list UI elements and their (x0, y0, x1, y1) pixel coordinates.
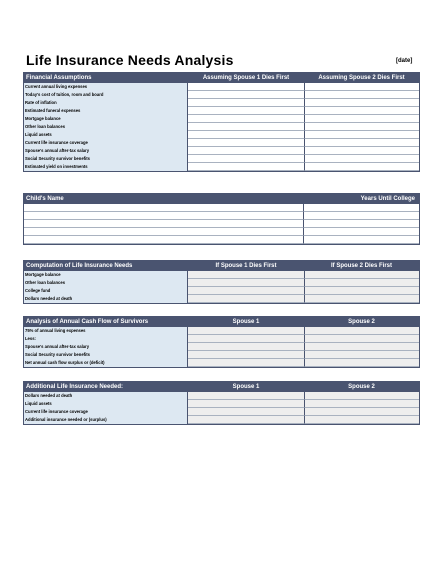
table-row (24, 91, 419, 99)
input-cell-spouse2[interactable] (304, 91, 419, 99)
input-cell-spouse2[interactable] (304, 107, 419, 115)
header-label: Additional Life Insurance Needed: (26, 384, 124, 390)
input-cell-spouse2[interactable] (304, 400, 419, 408)
child-name-cell[interactable] (24, 228, 304, 236)
input-cell-spouse1[interactable] (188, 83, 304, 91)
input-cell-spouse1[interactable] (188, 335, 304, 343)
table-row (24, 295, 419, 303)
table-row (24, 400, 419, 408)
table-row (24, 287, 419, 295)
table-row (24, 359, 419, 367)
child-row (24, 220, 419, 228)
row-label: Mortgage balance (24, 115, 188, 123)
input-cell-spouse1[interactable] (188, 115, 304, 123)
child-name-cell[interactable] (24, 212, 304, 220)
input-cell-spouse2[interactable] (304, 115, 419, 123)
input-cell-spouse1[interactable] (188, 343, 304, 351)
row-label: Liquid assets (24, 131, 188, 139)
input-cell-spouse1[interactable] (188, 295, 304, 303)
table-row (24, 271, 419, 279)
child-name-cell[interactable] (24, 236, 304, 244)
input-cell-spouse1[interactable] (188, 91, 304, 99)
input-cell-spouse2[interactable] (304, 271, 419, 279)
table-row (24, 99, 419, 107)
table-row (24, 392, 419, 400)
input-cell-spouse2[interactable] (304, 123, 419, 131)
row-label: 75% of annual living expenses (24, 327, 188, 335)
input-cell-spouse2[interactable] (304, 99, 419, 107)
row-label: Less: (24, 335, 188, 343)
page-title: Life Insurance Needs Analysis (26, 52, 234, 68)
input-cell-spouse2[interactable] (304, 343, 419, 351)
table-header (24, 317, 419, 327)
row-label: Dollars needed at death (24, 392, 188, 400)
years-until-college-cell[interactable] (304, 204, 419, 212)
row-label: Spouse's annual after-tax salary (24, 147, 188, 155)
input-cell-spouse2[interactable] (304, 83, 419, 91)
table-row (24, 408, 419, 416)
table-row (24, 343, 419, 351)
input-cell-spouse1[interactable] (188, 139, 304, 147)
row-label: Liquid assets (24, 400, 188, 408)
date-placeholder[interactable]: [date] (396, 58, 413, 64)
input-cell-spouse1[interactable] (188, 359, 304, 367)
row-label: Estimated yield on investments (24, 163, 188, 171)
row-label: Current life insurance coverage (24, 408, 188, 416)
years-until-college-cell[interactable] (304, 220, 419, 228)
years-until-college-cell[interactable] (304, 236, 419, 244)
input-cell-spouse1[interactable] (188, 287, 304, 295)
header-col1: Years Until College (360, 196, 415, 202)
input-cell-spouse1[interactable] (188, 271, 304, 279)
header-col1: Spouse 1 (232, 384, 260, 390)
input-cell-spouse1[interactable] (188, 163, 304, 171)
header-col1: If Spouse 1 Dies First (215, 263, 277, 269)
header-col2: Spouse 2 (348, 319, 375, 325)
input-cell-spouse2[interactable] (304, 155, 419, 163)
table-row (24, 155, 419, 163)
table-row (24, 335, 419, 343)
additional-insurance-table (23, 381, 420, 425)
table-row (24, 83, 419, 91)
row-label: Current life insurance coverage (24, 139, 188, 147)
input-cell-spouse2[interactable] (304, 351, 419, 359)
financial-assumptions-table (23, 72, 420, 172)
header-col2: If Spouse 2 Dies First (330, 263, 393, 269)
row-label: Mortgage balance (24, 271, 188, 279)
input-cell-spouse1[interactable] (188, 327, 304, 335)
input-cell-spouse1[interactable] (188, 408, 304, 416)
header-label: Child's Name (26, 196, 64, 202)
row-label: College fund (24, 287, 188, 295)
input-cell-spouse1[interactable] (188, 107, 304, 115)
row-label: Rate of inflation (24, 99, 188, 107)
table-header (24, 261, 419, 271)
row-label: Current annual living expenses (24, 83, 188, 91)
years-until-college-cell[interactable] (304, 228, 419, 236)
row-label: Other loan balances (24, 279, 188, 287)
child-row (24, 204, 419, 212)
input-cell-spouse1[interactable] (188, 131, 304, 139)
header-col1: Spouse 1 (232, 319, 260, 325)
table-row (24, 115, 419, 123)
input-cell-spouse2[interactable] (304, 408, 419, 416)
header-label: Financial Assumptions (26, 75, 92, 81)
input-cell-spouse1[interactable] (188, 351, 304, 359)
table-header (24, 73, 419, 83)
input-cell-spouse2[interactable] (304, 295, 419, 303)
header-col1: Assuming Spouse 1 Dies First (202, 75, 290, 81)
row-label: Additional insurance needed or (surplus) (24, 416, 188, 424)
table-row (24, 416, 419, 424)
table-header (24, 194, 419, 204)
input-cell-spouse2[interactable] (304, 416, 419, 424)
header-col2: Spouse 2 (348, 384, 375, 390)
computation-table (23, 260, 420, 304)
input-cell-spouse1[interactable] (188, 147, 304, 155)
child-row (24, 228, 419, 236)
years-until-college-cell[interactable] (304, 212, 419, 220)
cashflow-table (23, 316, 420, 368)
table-row (24, 279, 419, 287)
row-label: Net annual cash flow surplus or (deficit) (24, 359, 188, 367)
table-row (24, 107, 419, 115)
input-cell-spouse2[interactable] (304, 359, 419, 367)
input-cell-spouse2[interactable] (304, 163, 419, 171)
input-cell-spouse2[interactable] (304, 147, 419, 155)
row-label: Other loan balances (24, 123, 188, 131)
row-label: Social Security survivor benefits (24, 351, 188, 359)
child-name-cell[interactable] (24, 220, 304, 228)
header-label: Computation of Life Insurance Needs (26, 263, 133, 269)
input-cell-spouse1[interactable] (188, 279, 304, 287)
table-row (24, 327, 419, 335)
child-row (24, 212, 419, 220)
table-row (24, 147, 419, 155)
header-col2: Assuming Spouse 2 Dies First (318, 75, 405, 81)
row-label: Today's cost of tuition, room and board (24, 91, 188, 99)
row-label: Social Security survivor benefits (24, 155, 188, 163)
row-label: Dollars needed at death (24, 295, 188, 303)
input-cell-spouse2[interactable] (304, 139, 419, 147)
child-name-cell[interactable] (24, 204, 304, 212)
table-row (24, 163, 419, 171)
input-cell-spouse2[interactable] (304, 287, 419, 295)
table-row (24, 131, 419, 139)
input-cell-spouse1[interactable] (188, 416, 304, 424)
input-cell-spouse1[interactable] (188, 99, 304, 107)
input-cell-spouse1[interactable] (188, 400, 304, 408)
child-row (24, 236, 419, 244)
input-cell-spouse1[interactable] (188, 392, 304, 400)
table-row (24, 123, 419, 131)
input-cell-spouse1[interactable] (188, 123, 304, 131)
children-table (23, 193, 420, 245)
input-cell-spouse2[interactable] (304, 131, 419, 139)
header-label: Analysis of Annual Cash Flow of Survivors (26, 319, 149, 325)
input-cell-spouse2[interactable] (304, 335, 419, 343)
input-cell-spouse1[interactable] (188, 155, 304, 163)
table-row (24, 139, 419, 147)
table-header (24, 382, 419, 392)
table-row (24, 351, 419, 359)
input-cell-spouse2[interactable] (304, 392, 419, 400)
row-label: Spouse's annual after-tax salary (24, 343, 188, 351)
row-label: Estimated funeral expenses (24, 107, 188, 115)
input-cell-spouse2[interactable] (304, 279, 419, 287)
input-cell-spouse2[interactable] (304, 327, 419, 335)
